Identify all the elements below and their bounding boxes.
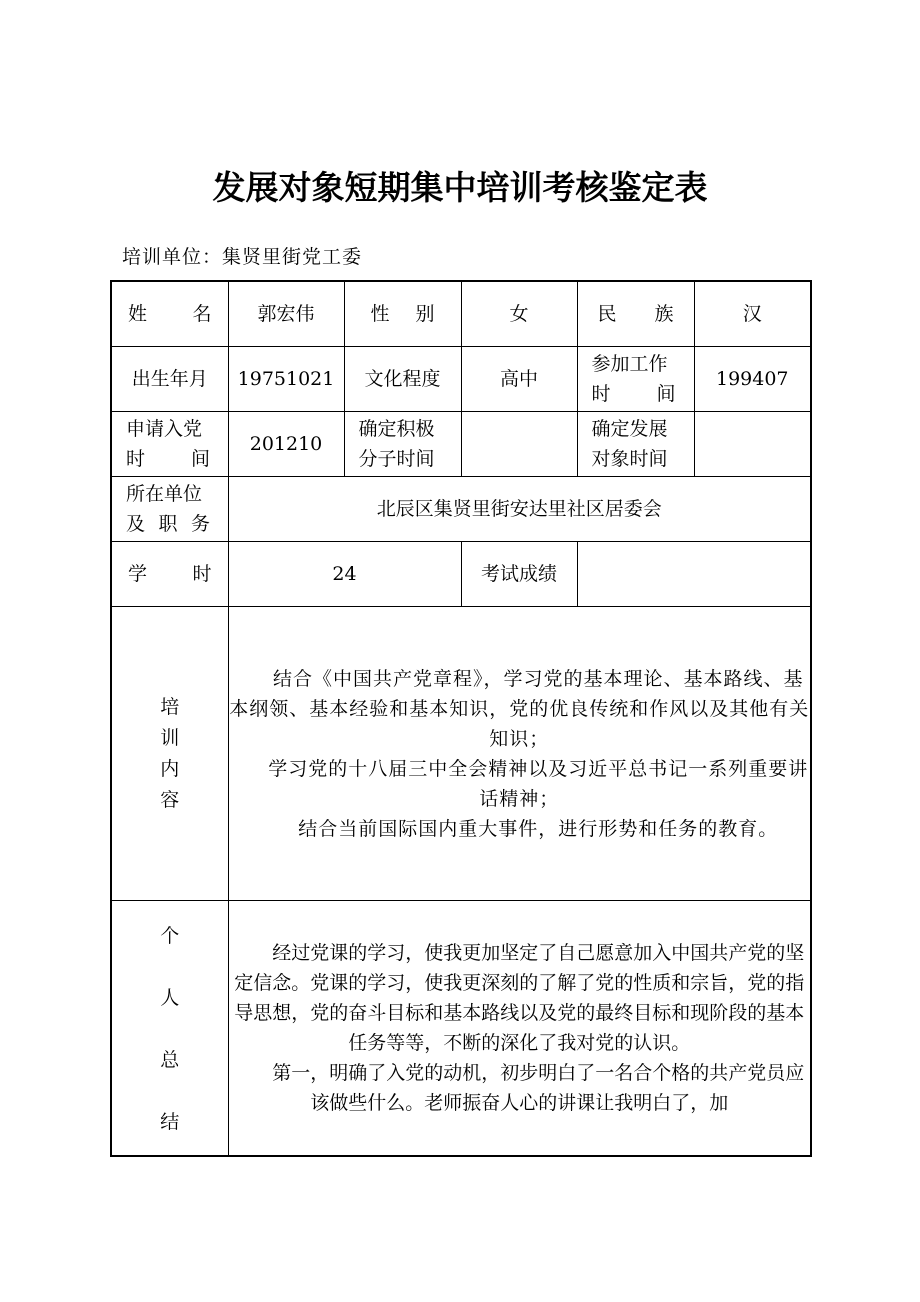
page-title: 发展对象短期集中培训考核鉴定表 (212, 168, 708, 207)
summary-paragraph: 经过党课的学习，使我更加坚定了自己愿意加入中国共产党的坚定信念。党课的学习，使我更深刻的了解了党的性质和宗旨，党的指导思想，党的奋斗目标和基本路线以及党的最终目标和现阶段的基本任务等等，不断的深化了我对党的认识。 (234, 942, 805, 1054)
work-start-value: 199407 (694, 347, 811, 412)
row-party-dates (111, 412, 811, 477)
education-value: 高中 (461, 347, 577, 412)
activist-date-value (461, 412, 577, 477)
training-unit (122, 242, 362, 269)
ethnicity-value: 汉 (694, 281, 811, 347)
development-date-value (694, 412, 811, 477)
row-training-content (111, 607, 811, 901)
study-hours-label: 学 时 (111, 542, 228, 607)
birth-value: 19751021 (228, 347, 344, 412)
activist-date-label: 确定积极 分子时间 (344, 412, 461, 477)
summary-paragraph: 第一，明确了入党的动机，初步明白了一名合个格的共产党员应该做些什么。老师振奋人心的讲课让我明白了，加 (272, 1062, 805, 1114)
training-paragraph: 结合当前国际国内重大事件，进行形势和任务的教育。 (298, 817, 779, 840)
organization-value: 北辰区集贤里街安达里社区居委会 (228, 477, 811, 542)
training-unit-label: 培训单位： (122, 246, 223, 268)
exam-score-value (577, 542, 811, 607)
apply-date-label: 申请入党 时 间 (111, 412, 228, 477)
work-start-label: 参加工作 时 间 (577, 347, 694, 412)
organization-label: 所在单位 及 职 务 (111, 477, 228, 542)
personal-summary-label: 个 人 总 结 (111, 901, 228, 1157)
row-birth-education (111, 347, 811, 412)
personal-summary-text (228, 901, 811, 1157)
apply-date-value: 201210 (228, 412, 344, 477)
gender-label: 性 别 (344, 281, 461, 347)
training-content-text (228, 607, 811, 901)
row-personal-summary (111, 901, 811, 1157)
training-paragraph: 结合《中国共产党章程》，学习党的基本理论、基本路线、基本纲领、基本经验和基本知识，党的优良传统和作风以及其他有关知识； (229, 667, 810, 750)
name-value: 郭宏伟 (228, 281, 344, 347)
row-organization (111, 477, 811, 542)
education-label: 文化程度 (344, 347, 461, 412)
training-content-label: 培 训 内 容 (111, 607, 228, 901)
birth-label: 出生年月 (111, 347, 228, 412)
gender-value: 女 (461, 281, 577, 347)
name-label: 姓 名 (111, 281, 228, 347)
training-paragraph: 学习党的十八届三中全会精神以及习近平总书记一系列重要讲话精神； (268, 757, 809, 810)
development-date-label: 确定发展 对象时间 (577, 412, 694, 477)
exam-score-label: 考试成绩 (461, 542, 577, 607)
ethnicity-label: 民 族 (577, 281, 694, 347)
row-hours-score (111, 542, 811, 607)
training-unit-value: 集贤里街党工委 (222, 246, 363, 268)
study-hours-value: 24 (228, 542, 461, 607)
row-basic-info (111, 281, 811, 347)
assessment-table (110, 280, 812, 1157)
